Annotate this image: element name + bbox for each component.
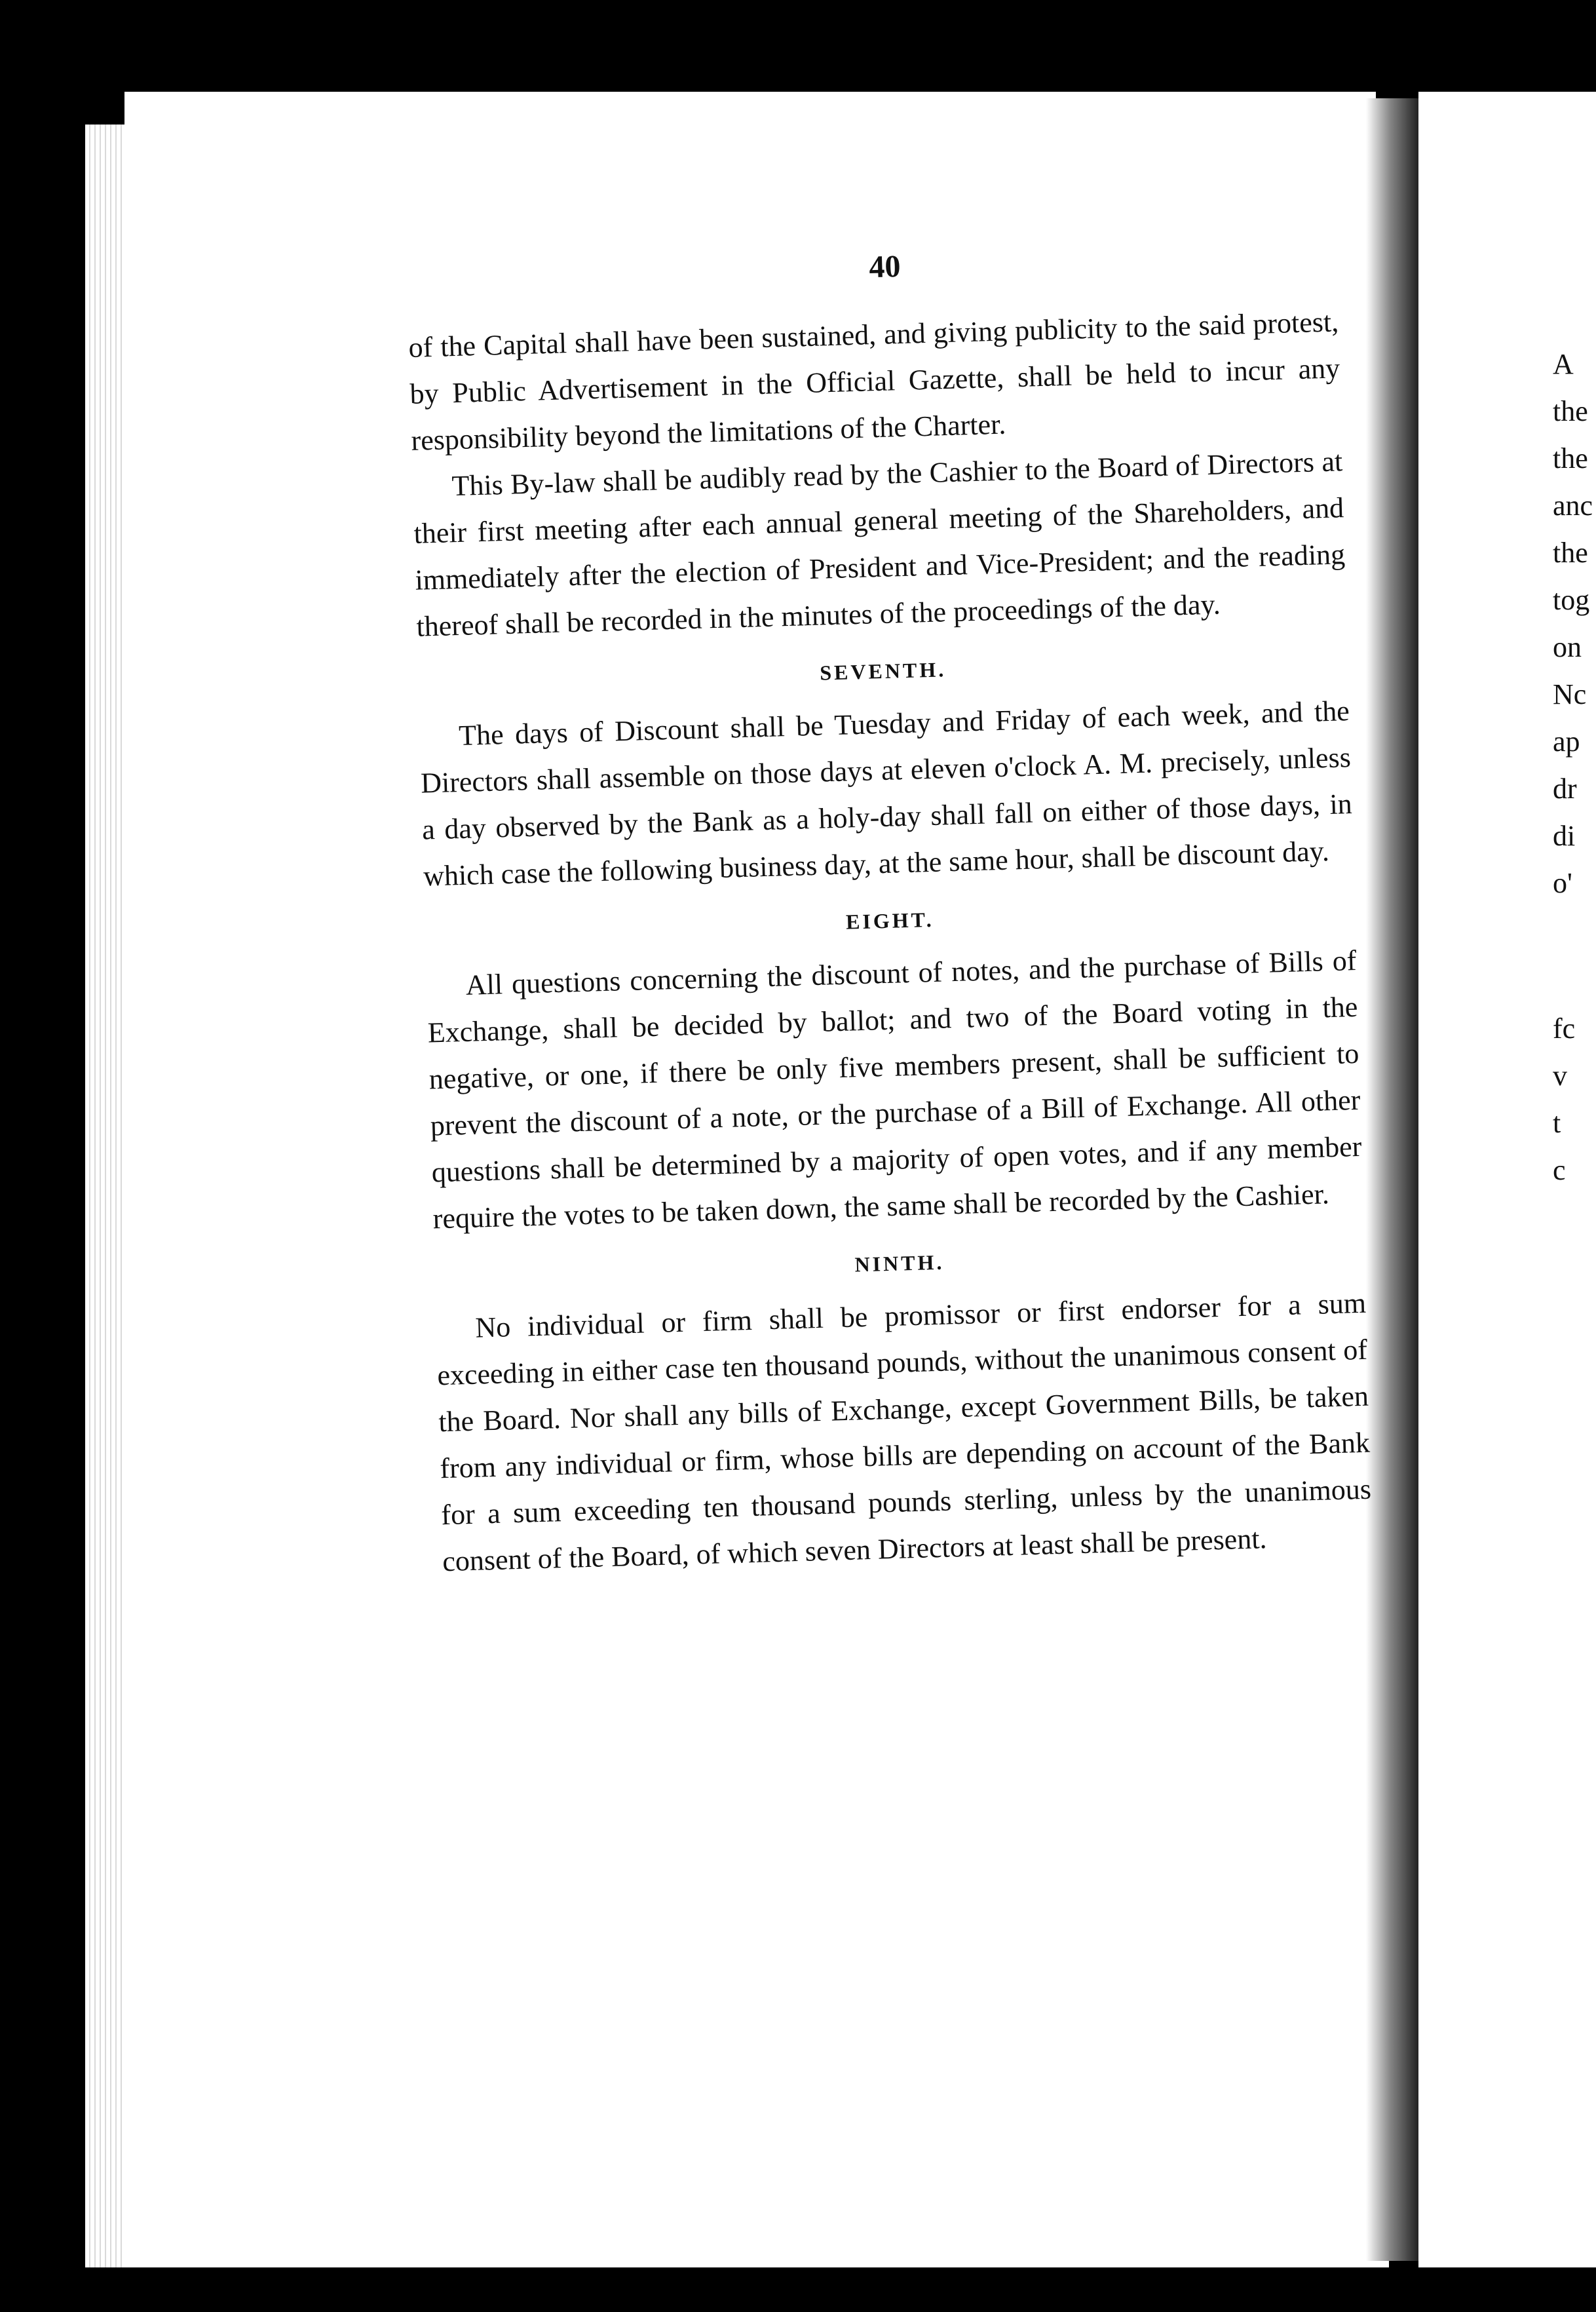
- section-heading: SEVENTH.: [819, 657, 947, 685]
- facing-page-text: [1553, 341, 1596, 1194]
- facing-page-fragment: fc: [1553, 1012, 1576, 1045]
- facing-page-fragment: o': [1553, 867, 1572, 899]
- facing-page-fragment: v: [1553, 1060, 1567, 1092]
- page-stack-edges: [85, 125, 124, 2267]
- facing-page-fragment: dr: [1553, 773, 1577, 805]
- facing-page-fragment: A: [1553, 348, 1574, 380]
- paragraph: The days of Discount shall be Tuesday and Friday of each week, and the Directors shall assemble on those days at eleven o'clock A. M. precisely, unless a day observed by the Bank as a holy-day shall fall on either of those days, in which case the following business day, at the same hour, shall be discount day.: [420, 695, 1353, 893]
- facing-page-fragment: c: [1553, 1154, 1566, 1186]
- gutter-shadow: [1366, 98, 1418, 2261]
- facing-page-fragment: ap: [1553, 725, 1580, 758]
- section-heading: NINTH.: [854, 1250, 945, 1277]
- facing-page-fragment: Nc: [1553, 678, 1587, 710]
- page-number: 40: [868, 248, 902, 285]
- section-heading: EIGHT.: [845, 907, 935, 934]
- facing-page-fragment: the: [1553, 442, 1588, 474]
- facing-page-fragment: the: [1553, 395, 1588, 427]
- facing-page-fragment: tog: [1553, 584, 1590, 616]
- paragraph: No individual or firm shall be promissor or first endorser for a sum exceeding in either case ten thousand pounds, without the unanimous consent of the Board. Nor shall any bills of Exchange, except Government Bills, be taken from any individual or firm, whose bills are depending on account of the Bank for a sum exceeding ten thousand pounds sterling, unless by the unanimous consent of the Board, of which seven Directors at least shall be present.: [436, 1286, 1372, 1578]
- facing-page-fragment: t: [1553, 1107, 1561, 1139]
- paragraph: This By-law shall be audibly read by the Cashier to the Board of Directors at their first meeting after each annual general meeting of the Shareholders, and immediately after the election of President and Vice-President; and the reading thereof shall be recorded in the minutes of the proceedings of the day.: [413, 445, 1346, 643]
- facing-page-fragment: di: [1553, 820, 1576, 852]
- facing-page-fragment: anc: [1553, 490, 1593, 522]
- paragraph: All questions concerning the discount of notes, and the purchase of Bills of Exchange, shall be decided by ballot; and two of the Board voting in the negative, or one, if there be only five members present, shall be sufficient to prevent the discount of a note, or the purchase of a Bill of Exchange. All other questions shall be determined by a majority of open votes, and if any member require the votes to be taken down, the same shall be recorded by the Cashier.: [427, 944, 1362, 1235]
- page-body: [408, 298, 1373, 1585]
- facing-gap: [1553, 907, 1596, 1005]
- facing-page-fragment: on: [1553, 631, 1582, 663]
- paragraph: of the Capital shall have been sustained, and giving publicity to the said protest, by Public Advertisement in the Official Gazette, shall be held to incur any responsibility beyond the limitations of the Charter.: [408, 305, 1340, 457]
- facing-page-fragment: the: [1553, 537, 1588, 569]
- page-content: [406, 236, 1373, 1585]
